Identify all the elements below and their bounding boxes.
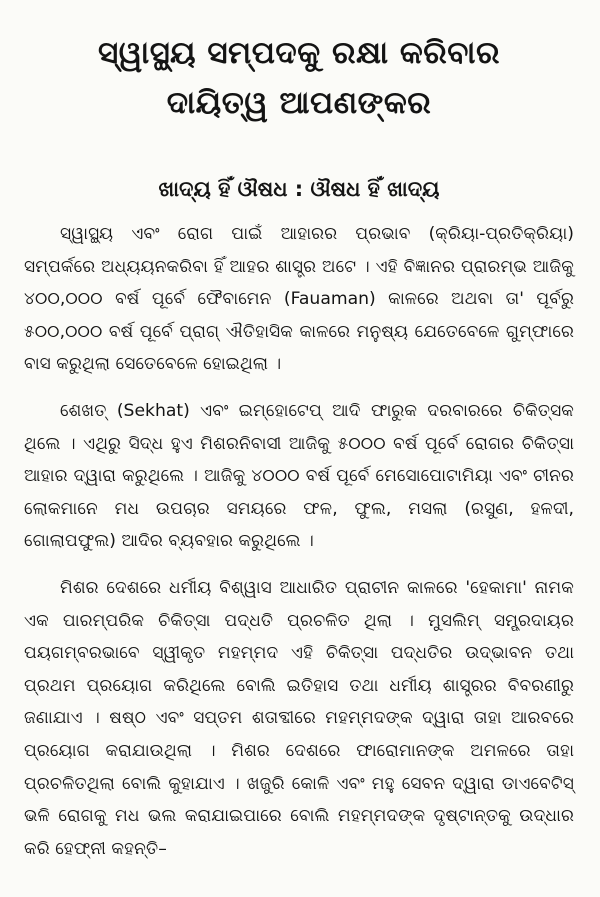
- body-paragraph-2: [24, 395, 574, 558]
- body-paragraph-1: [24, 218, 574, 381]
- chapter-title-line-1: ସ୍ୱାସ୍ଥ୍ୟ ସମ୍ପଦକୁ ରକ୍ଷା କରିବାର: [98, 35, 500, 71]
- body-paragraph-1-text: ସ୍ୱାସ୍ଥ୍ୟ ଏବଂ ରୋଗ ପାଇଁ ଆହାରର ପ୍ରଭାବ (କ୍ରିୟା-ପ୍ରତିକ୍ରିୟା) ସମ୍ପର୍କରେ ଅଧ୍ୟୟନକରିବା ହିଁ ଆହର ଶାସ୍ତ୍ର ଅଟେ । ଏହି ବିଜ୍ଞାନର ପ୍ରାରମ୍ଭ ଆଜିକୁ ୪୦୦,୦୦୦ ବର୍ଷ ପୂର୍ବେ ଫୈବାମେନ (Fauaman) କାଳରେ ଅଥବା ତା' ପୂର୍ବରୁ ୫୦୦,୦୦୦ ବର୍ଷ ପୂର୍ବେ ପ୍ରାଗ୍ ଐତିହାସିକ କାଳରେ ମନୁଷ୍ୟ ଯେତେବେଳେ ଗୁମ୍ଫାରେ ବାସ କରୁଥିଲା ସେତେବେଳେ ହୋଇଥିଲା ।: [24, 224, 574, 375]
- body-paragraph-3-text: ମିଶର ଦେଶରେ ଧର୍ମୀୟ ବିଶ୍ୱାସ ଆଧାରିତ ପ୍ରାଚୀନ କାଳରେ 'ହେକାମା' ନାମକ ଏକ ପାରମ୍ପରିକ ଚିକିତ୍ସା ପଦ୍ଧତି ପ୍ରଚଳିତ ଥିଲା । ମୁସଲିମ୍ ସମ୍ପ୍ରଦାୟର ପୟଗମ୍ବରଭାବେ ସ୍ୱୀକୃତ ମହମ୍ମଦ ଏହି ଚିକିତ୍ସା ପଦ୍ଧତିର ଉଦ୍ଭାବନ ତଥା ପ୍ରଥମ ପ୍ରୟୋଗ କରିଥିଲେ ବୋଲି ଇତିହାସ ତଥା ଧର୍ମୀୟ ଶାସ୍ତ୍ରର ବିବରଣୀରୁ ଜଣାଯାଏ । ଷଷ୍ଠ ଏବଂ ସପ୍ତମ ଶତାବ୍ଦୀରେ ମହମ୍ମଦଙ୍କ ଦ୍ୱାରା ତାହା ଆରବରେ ପ୍ରୟୋଗ କରାଯାଉଥିଲା । ମିଶର ଦେଶରେ ଫାରୋମାନଙ୍କ ଅମଳରେ ତାହା ପ୍ରଚଳିତଥିଲା ବୋଲି କୁହାଯାଏ । ଖଜୁରି କୋଳି ଏବଂ ମହୁ ସେବନ ଦ୍ୱାରା ଡାଏବେଟିସ୍ ଭଳି ରୋଗକୁ ମଧ ଭଲ କରାଯାଇପାରେ ବୋଲି ମହମ୍ମଦଙ୍କ ଦୃଷ୍ଟାନ୍ତକୁ ଉଦ୍ଧାର କରି ହେଫ୍ନୀ କହନ୍ତି–: [24, 577, 574, 859]
- section-subtitle: ଖାଦ୍ୟ ହିଁ ଔଷଧ : ଔଷଧ ହିଁ ଖାଦ୍ୟ: [158, 177, 440, 201]
- chapter-title-line-2: ଦାୟିତ୍ୱ ଆପଣଙ୍କର: [166, 85, 432, 121]
- body-paragraph-2-text: ଶେଖତ୍ (Sekhat) ଏବଂ ଇମ୍ହୋଟେପ୍ ଆଦି ଫାରୁକ ଦରବାରରେ ଚିକିତ୍ସକ ଥିଲେ । ଏଥିରୁ ସିଦ୍ଧ ହୁଏ ମିଶରନିବାସୀ ଆଜିକୁ ୫୦୦୦ ବର୍ଷ ପୂର୍ବେ ରୋଗର ଚିକିତ୍ସା ଆହାର ଦ୍ୱାରା କରୁଥିଲେ । ଆଜିକୁ ୪୦୦୦ ବର୍ଷ ପୂର୍ବେ ମେସୋପୋଟାମିୟା ଏବଂ ଚୀନର ଲୋକମାନେ ମଧ ଉପଚାର ସମୟରେ ଫଳ, ଫୁଲ, ମସଲା (ରସୁଣ, ହଳଦୀ, ଗୋଲାପଫୁଲ) ଆଦିର ବ୍ୟବହାର କରୁଥିଲେ ।: [24, 400, 574, 552]
- body-paragraph-3: [24, 572, 574, 865]
- chapter-title: [24, 28, 574, 128]
